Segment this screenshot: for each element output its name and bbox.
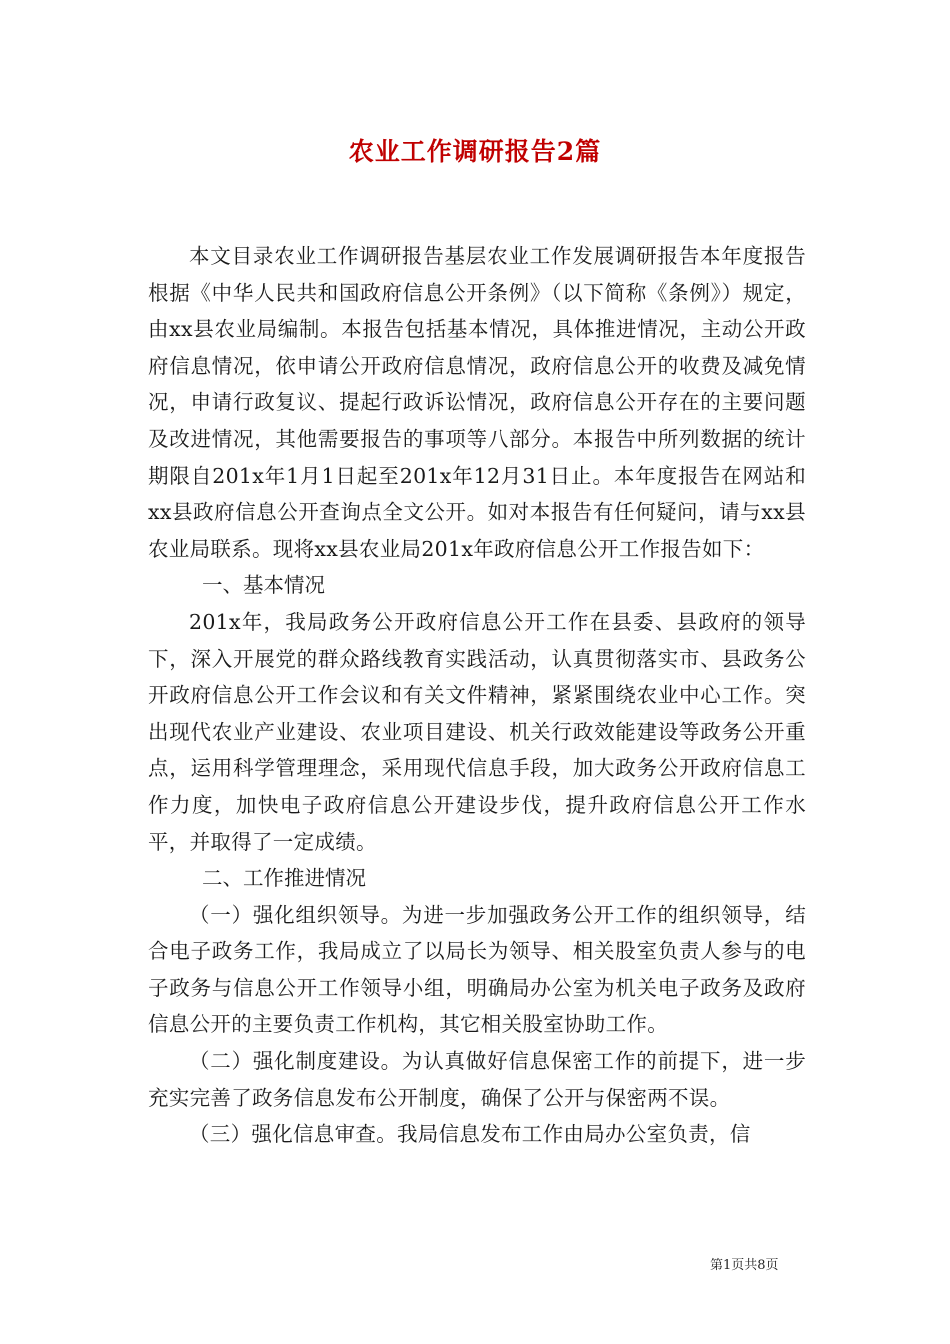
paragraph-leadership: （一）强化组织领导。为进一步加强政务公开工作的组织领导，结合电子政务工作，我局成立了以局长为领导、相关股室负责人参与的电子政务与信息公开工作领导小组，明确局办公室为机关电子政务及政府信息公开的主要负责工作机构，其它相关股室协助工作。 — [148, 902, 806, 1037]
document-title: 农业工作调研报告2篇 — [348, 137, 602, 166]
paragraph-basic: 201x年，我局政务公开政府信息公开工作在县委、县政府的领导下，深入开展党的群众路线教育实践活动，认真贯彻落实市、县政务公开政府信息公开工作会议和有关文件精神，紧紧围绕农业中心工作。突出现代农业产业建设、农业项目建设、机关行政效能建设等政务公开重点，运用科学管理理念，采用现代信息手段，加大政务公开政府信息工作力度，加快电子政府信息公开建设步伐，提升政府信息公开工作水平，并取得了一定成绩。 — [148, 609, 806, 854]
document-body — [148, 238, 806, 1153]
page-number: 第1页共8页 — [710, 1258, 779, 1273]
paragraph-review: （三）强化信息审查。我局信息发布工作由局办公室负责，信 — [189, 1122, 751, 1147]
section-heading-progress: 二、工作推进情况 — [202, 866, 366, 891]
section-heading-basic: 一、基本情况 — [202, 573, 325, 598]
paragraph-system: （二）强化制度建设。为认真做好信息保密工作的前提下，进一步充实完善了政务信息发布公开制度，确保了公开与保密两不误。 — [148, 1049, 806, 1110]
paragraph-intro: 本文目录农业工作调研报告基层农业工作发展调研报告本年度报告根据《中华人民共和国政府信息公开条例》（以下简称《条例》）规定，由xx县农业局编制。本报告包括基本情况，具体推进情况，主动公开政府信息情况，依申请公开政府信息情况，政府信息公开的收费及减免情况，申请行政复议、提起行政诉讼情况，政府信息公开存在的主要问题及改进情况，其他需要报告的事项等八部分。本报告中所列数据的统计期限自201x年1月1日起至201x年12月31日止。本年度报告在网站和xx县政府信息公开查询点全文公开。如对本报告有任何疑问，请与xx县农业局联系。现将xx县农业局201x年政府信息公开工作报告如下： — [148, 244, 806, 561]
